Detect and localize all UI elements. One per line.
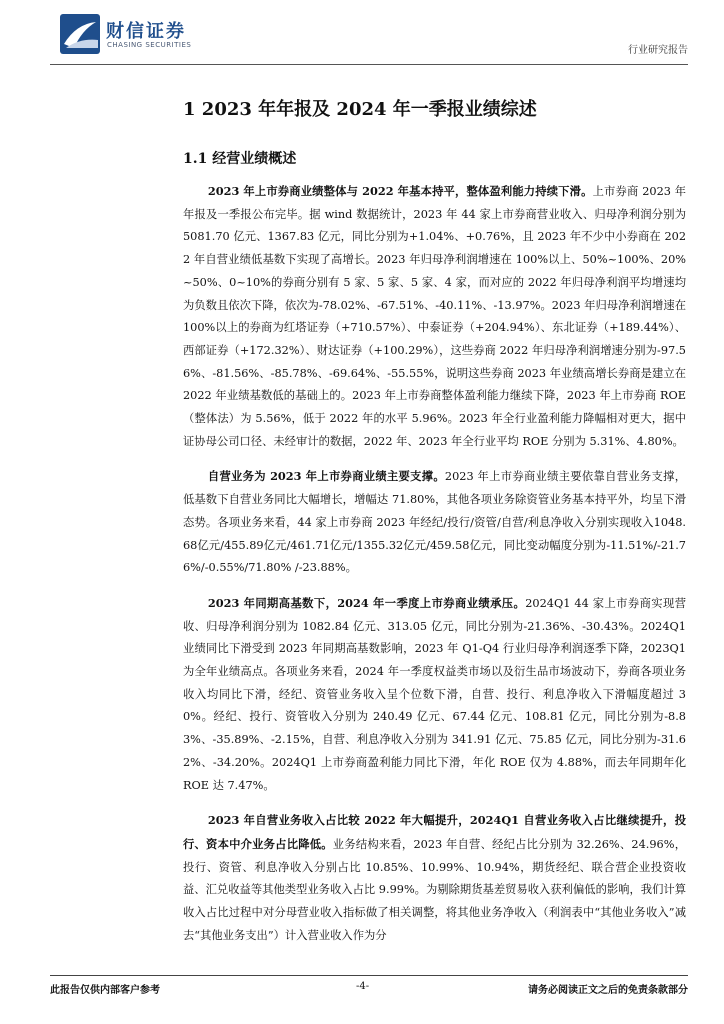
paragraph-lead: 自营业务为 2023 年上市券商业绩主要支撑。 (207, 469, 445, 484)
subsection-title: 1.1 经营业绩概述 (183, 151, 297, 167)
paragraph-lead: 2023 年同期高基数下，2024 年一季度上市券商业绩承压。 (207, 595, 526, 610)
paragraph-business-structure (183, 809, 686, 947)
paragraph-body: 2024Q1 44 家上市券商实现营收、归母净利润分别为 1082.84 亿元、313.05 亿元，同比分别为-21.36%、-30.43%。2024Q1 业绩同比下滑受到 2023 年同期高基数影响，2023 年 Q1-Q4 行业归母净利润逐季下降，2023Q1 为全年业绩高点。各项业务来看，2024 年一季度权益类市场以及衍生品市场波动下，券商各项业务收入均同比下滑，经纪、资管业务收入呈个位数下滑，自营、投行、利息净收入下滑幅度超过 30%。经纪、投行、资管收入分别为 240.49 亿元、67.44 亿元、108.81 亿元，同比分别为-8.83%、-35.89%、-2.15%，自营、利息净收入分别为 341.91 亿元、75.85 亿元，同比分别为-31.62%、-34.20%。2024Q1 上市券商盈利能力同比下滑，年化 ROE 仅为 4.88%，而去年同期年化 ROE 达 7.47%。 (183, 596, 686, 792)
footer-divider (50, 975, 688, 976)
paragraph-lead: 2023 年自营业务收入占比较 2022 年大幅提升，2024Q1 自营业务收入占比继续提升，投行、资本中介业务占比降低。 (183, 813, 686, 851)
section-title: 1 2023 年年报及 2024 年一季报业绩综述 (183, 99, 537, 120)
chasing-securities-logo-icon (60, 14, 100, 54)
header-divider (50, 64, 688, 65)
company-logo (60, 14, 210, 54)
report-type-label: 行业研究报告 (628, 45, 688, 56)
paragraph-proprietary-trading (183, 465, 686, 580)
footer-disclaimer-right: 请务必阅读正文之后的免责条款部分 (528, 985, 688, 996)
logo-name-cn: 财信证券 (106, 21, 186, 42)
paragraph-q1-performance (183, 592, 686, 797)
paragraph-body: 业务结构来看，2023 年自营、经纪占比分别为 32.26%、24.96%，投行、资管、利息净收入分别占比 10.85%、10.99%、10.94%，期货经纪、联合营企业投资收益、汇兑收益等其他类型业务收入占比 9.99%。为剔除期货基差贸易收入获利偏低的影响，我们计算收入占比过程中对分母营业收入指标做了相关调整，将其他业务净收入（利润表中“其他业务收入”减去“其他业务支出”）计入营业收入作为分 (183, 837, 686, 942)
footer-disclaimer-left: 此报告仅供内部客户参考 (50, 985, 160, 996)
paragraph-body: 2023 年上市券商业绩主要依靠自营业务支撑，低基数下自营业务同比大幅增长，增幅达 71.80%，其他各项业务除资管业务基本持平外，均呈下滑态势。各项业务来看，44 家上市券商 2023 年经纪/投行/资管/自营/利息净收入分别实现收入1048.68亿元/455.89亿元/461.71亿元/1355.32亿元/459.58亿元，同比变动幅度分别为-11.51%/-21.76%/-0.55%/71.80% /-23.88%。 (183, 470, 687, 575)
page-number: -4- (356, 981, 370, 992)
paragraph-overall-performance (183, 180, 686, 453)
logo-name-en: CHASING SECURITIES (107, 41, 192, 49)
report-body (183, 180, 686, 960)
paragraph-body: 上市券商 2023 年年报及一季报公布完毕。据 wind 数据统计，2023 年 44 家上市券商营业收入、归母净利润分别为 5081.70 亿元、1367.83 亿元，同比分别为+1.04%、+0.76%，且 2023 年不少中小券商在 2022 年自营业绩低基数下实现了高增长。2023 年归母净利润增速在 100%以上、50%~100%、20%~50%、0~10%的券商分别有 5 家、5 家、5 家、4 家，而对应的 2022 年归母净利润平均增速均为负数且依次下降，依次为-78.02%、-67.51%、-40.11%、-13.97%。2023 年归母净利润增速在 100%以上的券商为红塔证券（+710.57%）、中泰证券（+204.94%）、东北证券（+189.44%）、西部证券（+172.32%）、财达证券（+100.29%），这些券商 2022 年归母净利润增速分别为-97.56%、-81.56%、-85.78%、-69.64%、-55.55%，说明这些券商 2023 年业绩高增长券商是建立在 2022 年业绩基数低的基础上的。2023 年上市券商整体盈利能力继续下降，2023 年上市券商 ROE（整体法）为 5.56%，低于 2022 年的水平 5.96%。2023 年全行业盈利能力降幅相对更大，据中证协母公司口径、未经审计的数据，2022 年、2023 年全行业平均 ROE 分别为 5.31%、4.80%。 (183, 185, 686, 448)
paragraph-lead: 2023 年上市券商业绩整体与 2022 年基本持平，整体盈利能力持续下滑。 (207, 184, 593, 198)
